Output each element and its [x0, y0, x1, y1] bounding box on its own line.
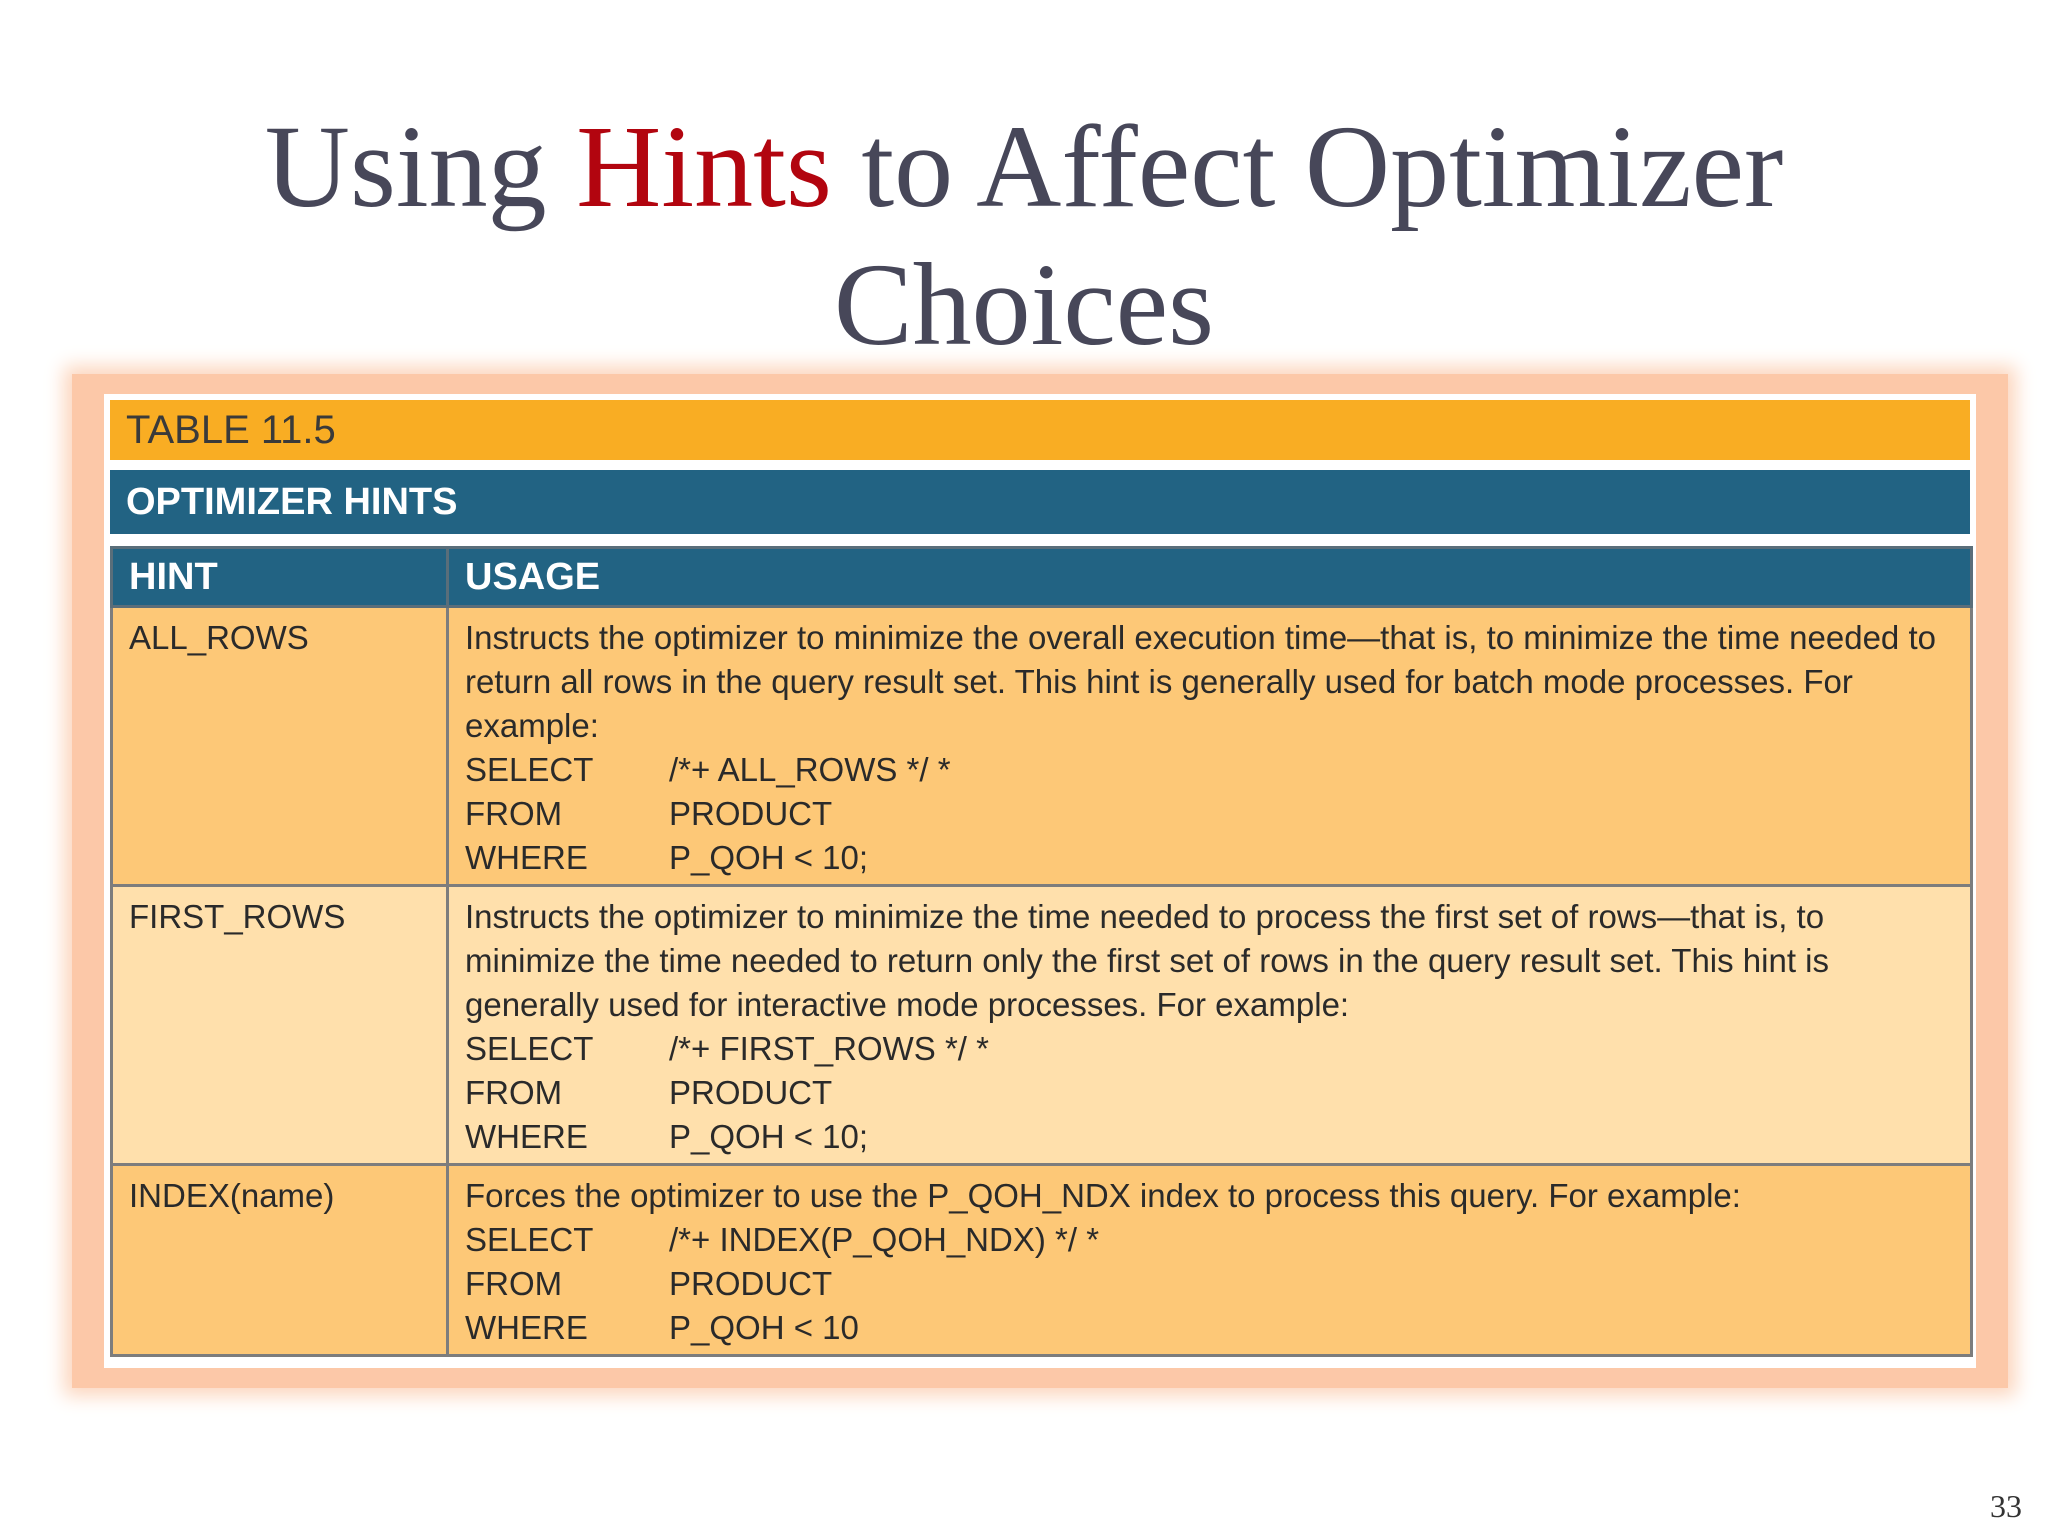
code-keyword: FROM: [465, 1074, 563, 1111]
code-keyword: SELECT: [465, 1030, 594, 1067]
title-part-2: to Affect Optimizer: [831, 101, 1784, 232]
page-number: 33: [1990, 1488, 2022, 1524]
usage-description: Instructs the optimizer to minimize the overall execution time—that is, to minimize the time needed to return all rows in the query result set. This hint is generally used for batch mode processes. For example:: [465, 619, 1936, 744]
table-row: [112, 886, 1972, 1165]
table-header-row: [112, 548, 1972, 607]
usage-cell: [448, 886, 1972, 1165]
usage-cell: [448, 1165, 1972, 1356]
code-keyword: FROM: [465, 1265, 563, 1302]
table-inner: [104, 394, 1976, 1368]
code-line: [465, 1262, 1954, 1306]
code-line: [465, 1027, 1954, 1071]
code-value: PRODUCT: [669, 795, 833, 832]
usage-description: Instructs the optimizer to minimize the time needed to process the first set of rows—that is, to minimize the time needed to return only the first set of rows in the query result set. This hint is generally used for interactive mode processes. For example:: [465, 898, 1830, 1023]
table-row: [112, 607, 1972, 886]
code-value: P_QOH < 10: [669, 1309, 859, 1346]
code-keyword: WHERE: [465, 1118, 588, 1155]
code-line: [465, 1306, 1954, 1350]
hint-cell: FIRST_ROWS: [112, 886, 448, 1165]
usage-cell: [448, 607, 1972, 886]
code-value: PRODUCT: [669, 1265, 833, 1302]
code-keyword: SELECT: [465, 751, 594, 788]
column-header-hint: HINT: [112, 548, 448, 607]
slide-title: [0, 98, 2048, 374]
code-line: [465, 836, 1954, 880]
title-part-1: Using: [264, 101, 577, 232]
code-keyword: SELECT: [465, 1221, 594, 1258]
optimizer-hints-table: [110, 546, 1973, 1357]
table-row: [112, 1165, 1972, 1356]
code-keyword: WHERE: [465, 839, 588, 876]
code-keyword: WHERE: [465, 1309, 588, 1346]
code-value: /*+ FIRST_ROWS */ *: [669, 1030, 989, 1067]
title-line-2: Choices: [833, 239, 1215, 370]
column-header-usage: USAGE: [448, 548, 1972, 607]
title-accent-word: Hints: [576, 101, 832, 232]
table-caption: OPTIMIZER HINTS: [110, 470, 1970, 534]
code-value: P_QOH < 10;: [669, 1118, 869, 1155]
hint-cell: ALL_ROWS: [112, 607, 448, 886]
code-value: /*+ INDEX(P_QOH_NDX) */ *: [669, 1221, 1100, 1258]
code-line: [465, 748, 1954, 792]
code-line: [465, 1218, 1954, 1262]
code-value: PRODUCT: [669, 1074, 833, 1111]
code-value: P_QOH < 10;: [669, 839, 869, 876]
hint-cell: INDEX(name): [112, 1165, 448, 1356]
usage-description: Forces the optimizer to use the P_QOH_NDX index to process this query. For example:: [465, 1177, 1741, 1214]
code-line: [465, 1071, 1954, 1115]
code-value: /*+ ALL_ROWS */ *: [669, 751, 951, 788]
code-keyword: FROM: [465, 795, 563, 832]
table-figure: [72, 374, 2008, 1388]
code-line: [465, 792, 1954, 836]
code-line: [465, 1115, 1954, 1159]
table-label: TABLE 11.5: [110, 400, 1970, 460]
